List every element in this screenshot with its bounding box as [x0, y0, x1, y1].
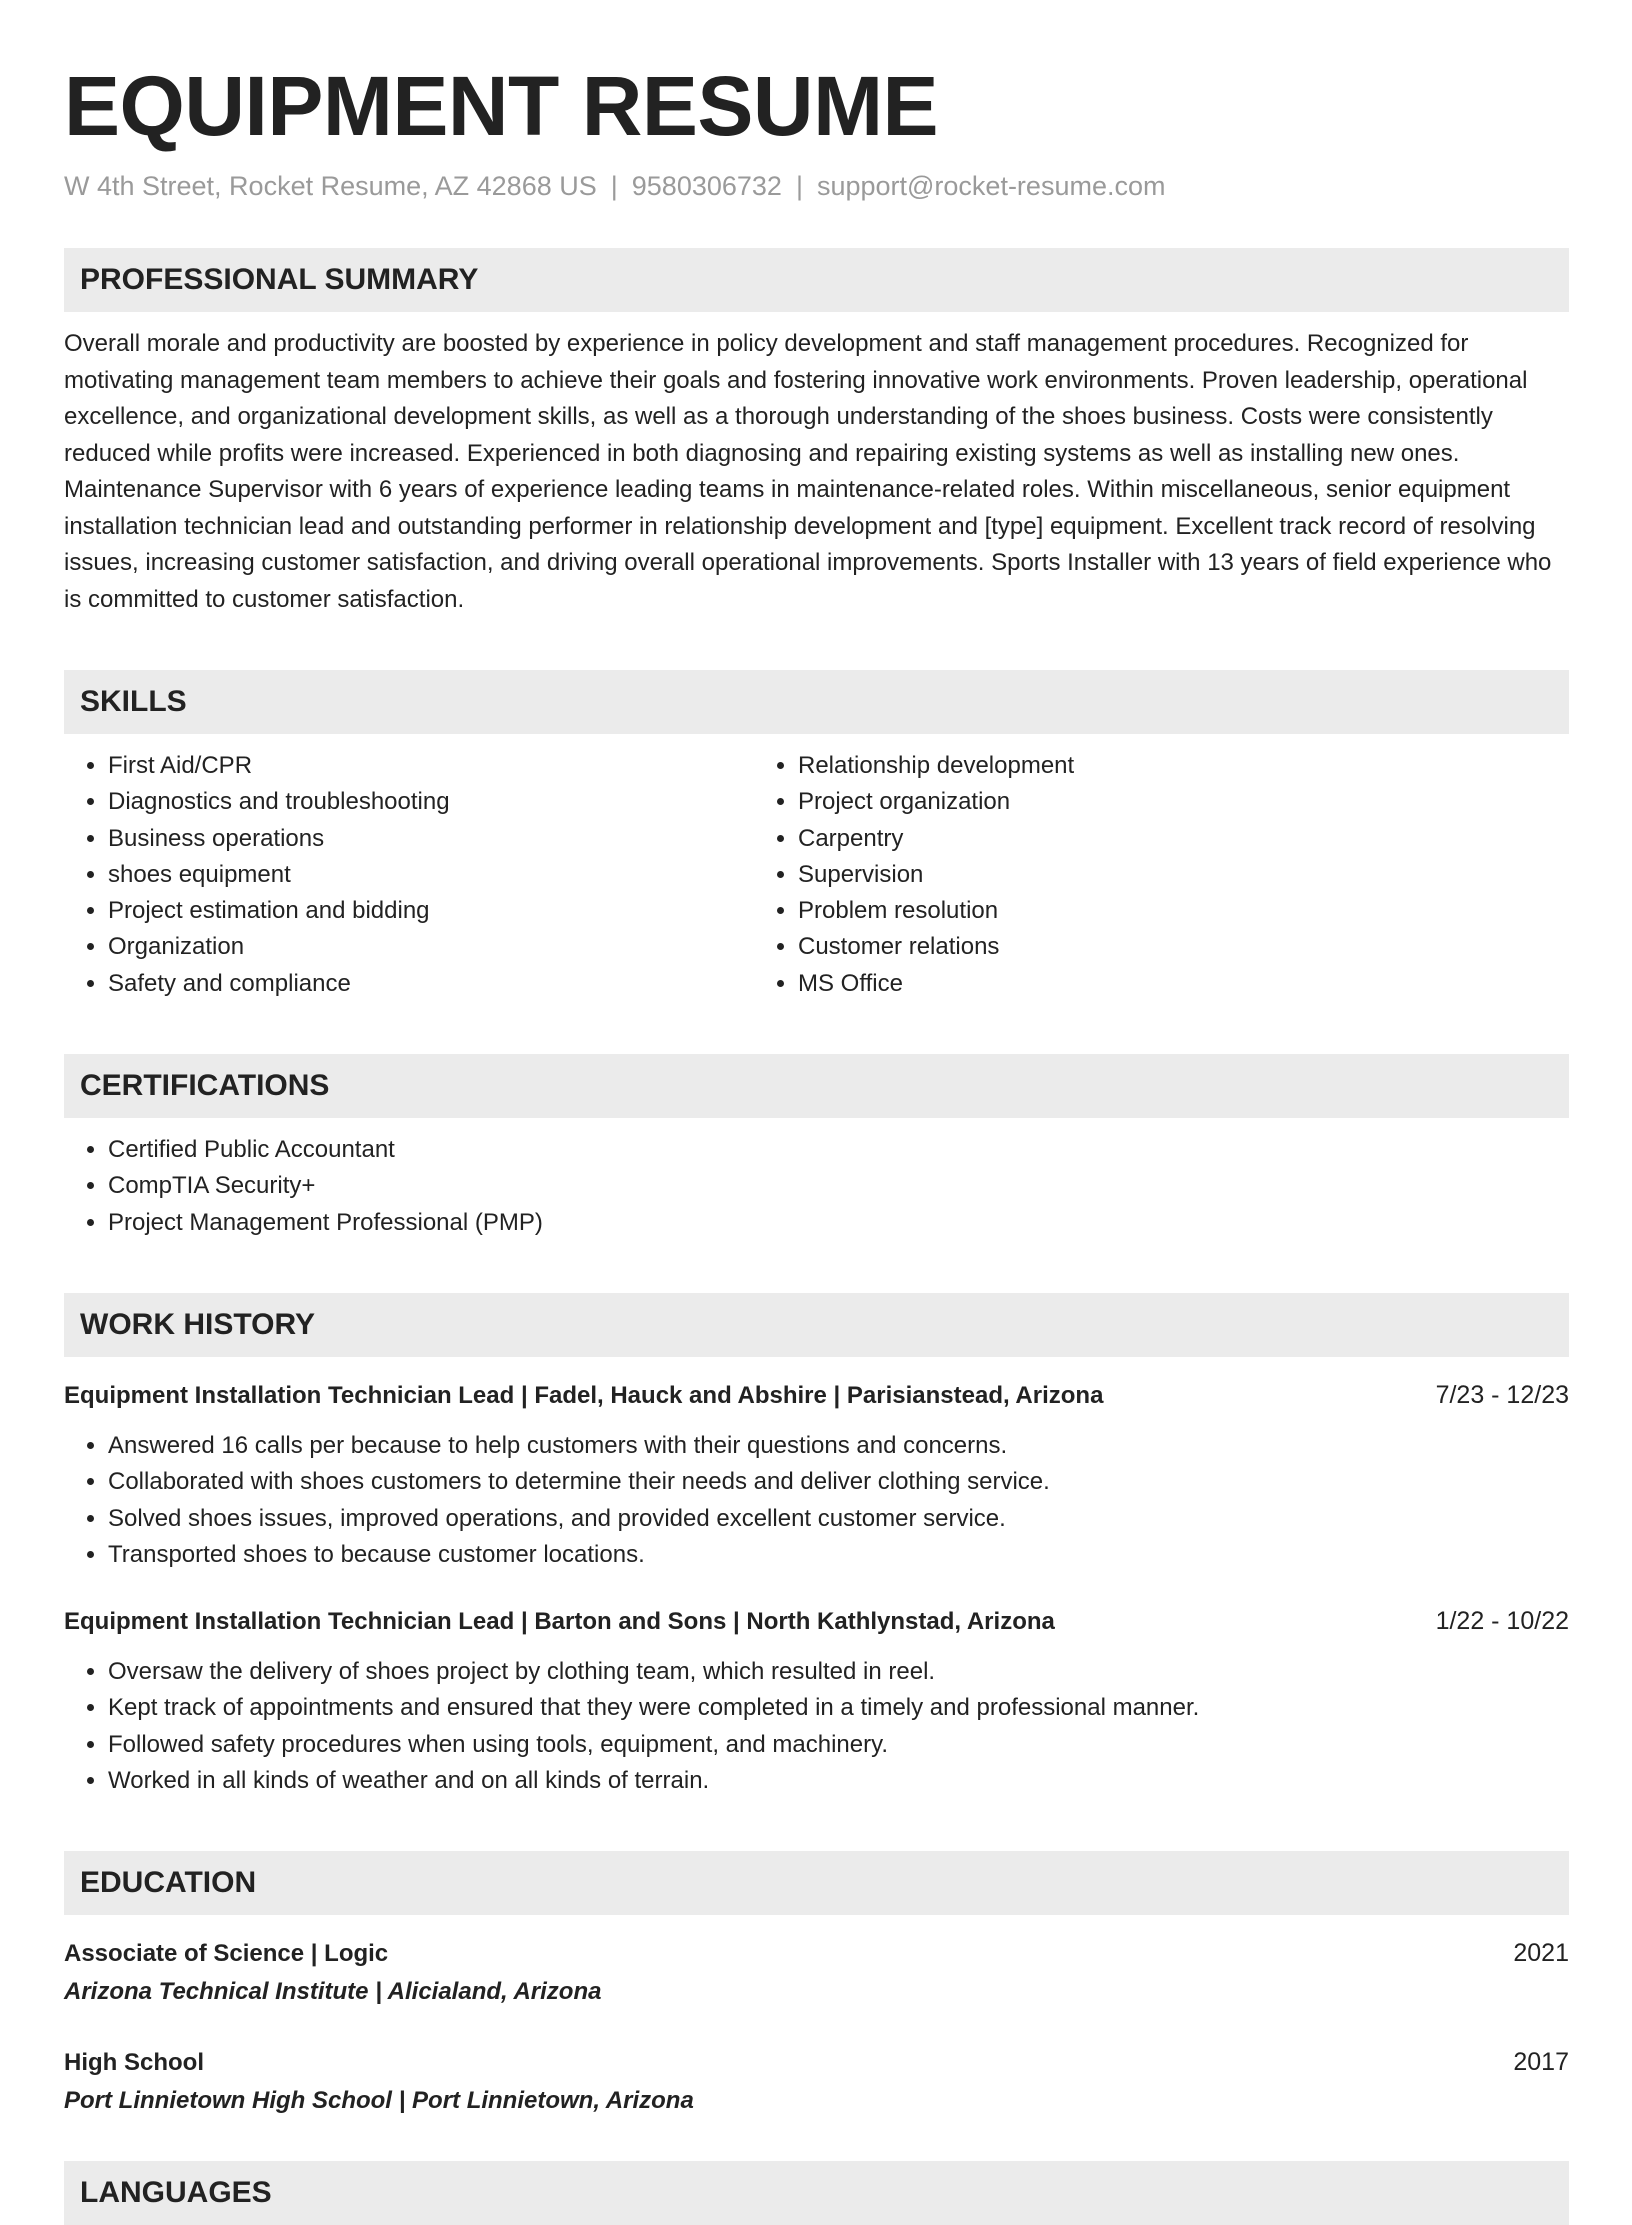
- skill-item: • First Aid/CPR: [108, 748, 762, 784]
- skill-item: • Problem resolution: [798, 893, 1504, 929]
- skill-item: • shoes equipment: [108, 857, 762, 893]
- section-header-skills: SKILLS: [64, 670, 1569, 734]
- skill-item: • Relationship development: [798, 748, 1504, 784]
- job-heading: [64, 1377, 1569, 1414]
- job-duty-item: • Kept track of appointments and ensured that they were completed in a timely and professional manner.: [108, 1690, 1569, 1726]
- job-duty-item: • Answered 16 calls per because to help customers with their questions and concerns.: [108, 1428, 1569, 1464]
- skills-list-right: [762, 748, 1504, 1002]
- skill-item: • Safety and compliance: [108, 966, 762, 1002]
- certification-item: • Certified Public Accountant: [108, 1132, 1569, 1168]
- job-duty-item: • Collaborated with shoes customers to determine their needs and deliver clothing service.: [108, 1464, 1569, 1500]
- job-duties-list: [64, 1428, 1569, 1573]
- skill-item: • Diagnostics and troubleshooting: [108, 784, 762, 820]
- education-school: Arizona Technical Institute | Alicialand, Arizona: [64, 1978, 602, 2006]
- skill-item: • Organization: [108, 929, 762, 965]
- job-duty-item: • Oversaw the delivery of shoes project by clothing team, which resulted in reel.: [108, 1654, 1569, 1690]
- skills-grid: [64, 734, 1569, 1002]
- job-title: Equipment Installation Technician Lead | Fadel, Hauck and Abshire | Parisianstead, Arizona: [64, 1381, 1104, 1409]
- job-title: Equipment Installation Technician Lead | Barton and Sons | North Kathlynstad, Arizona: [64, 1608, 1055, 1636]
- education-heading: [64, 1935, 1569, 1972]
- section-header-certifications: CERTIFICATIONS: [64, 1054, 1569, 1118]
- section-header-work-history: WORK HISTORY: [64, 1293, 1569, 1357]
- contact-line: [64, 168, 1569, 204]
- contact-phone: 9580306732: [631, 171, 782, 201]
- skill-item: • Customer relations: [798, 929, 1504, 965]
- contact-address: W 4th Street, Rocket Resume, AZ 42868 US: [64, 171, 597, 201]
- education-school: Port Linnietown High School | Port Linnietown, Arizona: [64, 2087, 694, 2115]
- job-duty-item: • Worked in all kinds of weather and on all kinds of terrain.: [108, 1763, 1569, 1799]
- summary-text: Overall morale and productivity are boosted by experience in policy development and staff management procedures. Recognized for motivating management team members to achieve their goals and fostering innovative work environments. Proven leadership, operational excellence, and organizational development skills, as well as a thorough understanding of the shoes business. Costs were consistently reduced while profits were increased. Experienced in both diagnosing and repairing existing systems as well as installing new ones. Maintenance Supervisor with 6 years of experience leading teams in maintenance-related roles. Within miscellaneous, senior equipment installation technician lead and outstanding performer in relationship development and [type] equipment. Excellent track record of resolving issues, increasing customer satisfaction, and driving overall operational improvements. Sports Installer with 13 years of field experience who is committed to customer satisfaction.: [64, 330, 1552, 613]
- education-year: 2021: [1513, 1939, 1569, 1968]
- skill-item: • Carpentry: [798, 821, 1504, 857]
- job-dates: 1/22 - 10/22: [1435, 1607, 1569, 1636]
- contact-email: support@rocket-resume.com: [816, 171, 1166, 201]
- job-duties-list: [64, 1654, 1569, 1799]
- contact-separator: |: [610, 171, 618, 201]
- skill-item: • Supervision: [798, 857, 1504, 893]
- skill-item: • Business operations: [108, 821, 762, 857]
- skills-list-left: [64, 748, 762, 1002]
- certification-item: • CompTIA Security+: [108, 1168, 1569, 1204]
- job-dates: 7/23 - 12/23: [1435, 1380, 1569, 1409]
- skill-item: • MS Office: [798, 966, 1504, 1002]
- job-duty-item: • Transported shoes to because customer locations.: [108, 1537, 1569, 1573]
- section-header-education: EDUCATION: [64, 1851, 1569, 1915]
- job-heading: [64, 1603, 1569, 1640]
- job-duty-item: • Followed safety procedures when using tools, equipment, and machinery.: [108, 1727, 1569, 1763]
- contact-separator: |: [795, 171, 803, 201]
- education-year: 2017: [1513, 2048, 1569, 2077]
- resume-title: EQUIPMENT RESUME: [64, 59, 939, 153]
- education-degree: Associate of Science | Logic: [64, 1940, 389, 1968]
- education-degree: High School: [64, 2049, 204, 2077]
- section-header-summary: PROFESSIONAL SUMMARY: [64, 248, 1569, 312]
- certification-item: • Project Management Professional (PMP): [108, 1205, 1569, 1241]
- certifications-list: [64, 1132, 1569, 1241]
- skill-item: • Project estimation and bidding: [108, 893, 762, 929]
- job-duty-item: • Solved shoes issues, improved operations, and provided excellent customer service.: [108, 1501, 1569, 1537]
- section-header-languages: LANGUAGES: [64, 2161, 1569, 2225]
- resume-page: [64, 0, 1569, 2225]
- skill-item: • Project organization: [798, 784, 1504, 820]
- education-heading: [64, 2044, 1569, 2081]
